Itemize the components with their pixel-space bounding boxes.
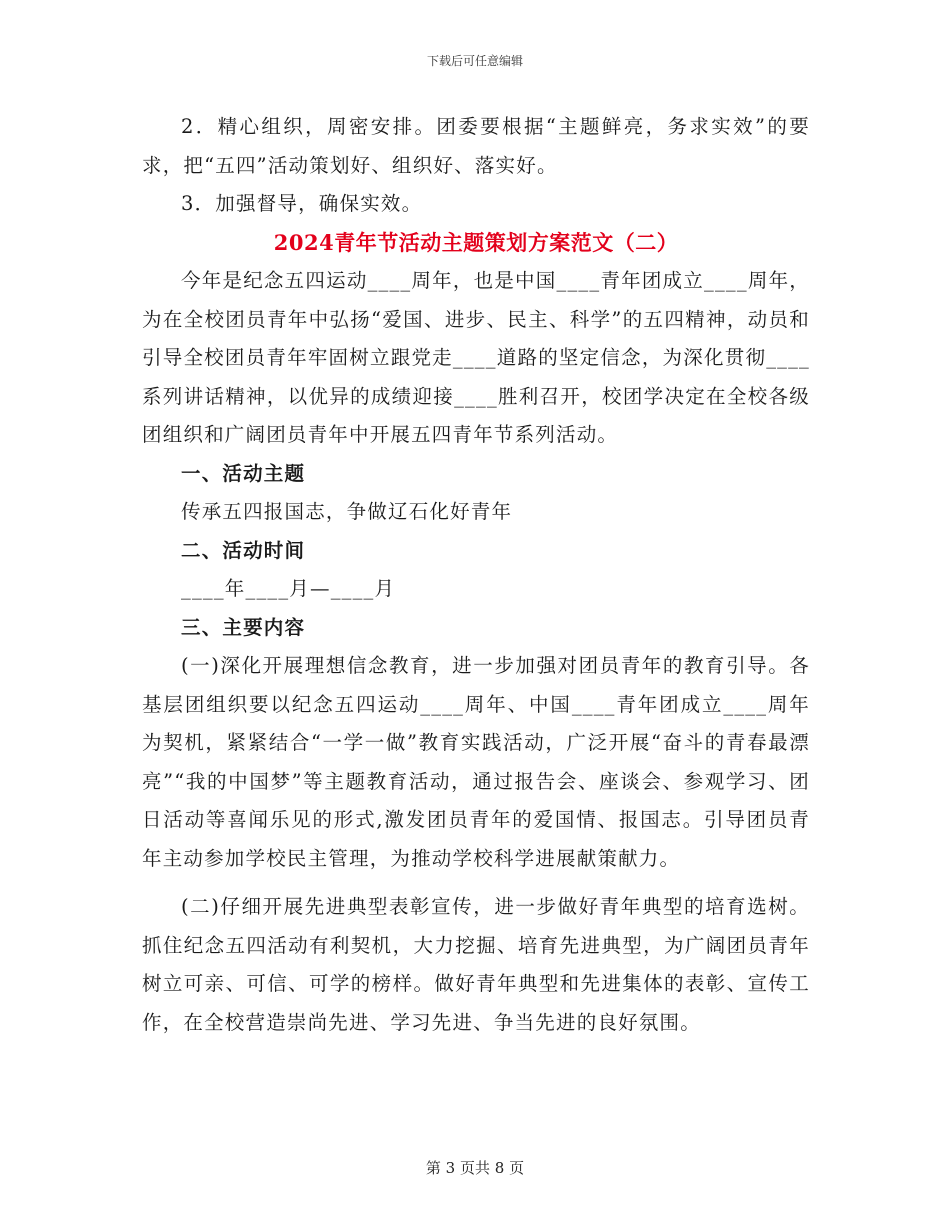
section-heading-theme: 一、活动主题 [181, 461, 306, 485]
page-header-note: 下载后可任意编辑 [426, 54, 523, 68]
section-heading-content: 三、主要内容 [181, 615, 306, 639]
content-item-2: (二)仔细开展先进典型表彰宣传，进一步做好青年典型的培育选树。抓住纪念五四活动有利契机，大力挖掘、培育先进典型，为广阔团员青年树立可亲、可信、可学的榜样。做好青年典型和先进集体的表彰、宣传工作，在全校营造崇尚先进、学习先进、争当先进的良好氛围。 [142, 895, 810, 1034]
intro-item-3: 3．加强督导，确保实效。 [181, 192, 423, 215]
document-title: 2024青年节活动主题策划方案范文（二） [273, 229, 679, 255]
document-body [142, 108, 810, 1042]
intro-item-2: 2．精心组织，周密安排。团委要根据“主题鲜亮，务求实效”的要求，把“五四”活动策划好、组织好、落实好。 [142, 115, 810, 177]
section-heading-time: 二、活动时间 [181, 538, 306, 562]
page-indicator: 第 3 页共 8 页 [425, 1159, 525, 1177]
opening-paragraph: 今年是纪念五四运动____周年，也是中国____青年团成立____周年，为在全校团员青年中弘扬“爱国、进步、民主、科学”的五四精神，动员和引导全校团员青年牢固树立跟党走____道路的坚定信念，为深化贯彻____系列讲话精神，以优异的成绩迎接____胜利召开，校团学决定在全校各级团组织和广阔团员青年中开展五四青年节系列活动。 [142, 269, 810, 446]
section-text-theme: 传承五四报国志，争做辽石化好青年 [181, 500, 513, 523]
section-text-time: ____年____月—____月 [181, 577, 396, 600]
content-item-1: (一)深化开展理想信念教育，进一步加强对团员青年的教育引导。各基层团组织要以纪念五四运动____周年、中国____青年团成立____周年为契机，紧紧结合“一学一做”教育实践活动，广泛开展“奋斗的青春最漂亮”“我的中国梦”等主题教育活动，通过报告会、座谈会、参观学习、团日活动等喜闻乐见的形式,激发团员青年的爱国情、报国志。引导团员青年主动参加学校民主管理，为推动学校科学进展献策献力。 [142, 654, 810, 870]
